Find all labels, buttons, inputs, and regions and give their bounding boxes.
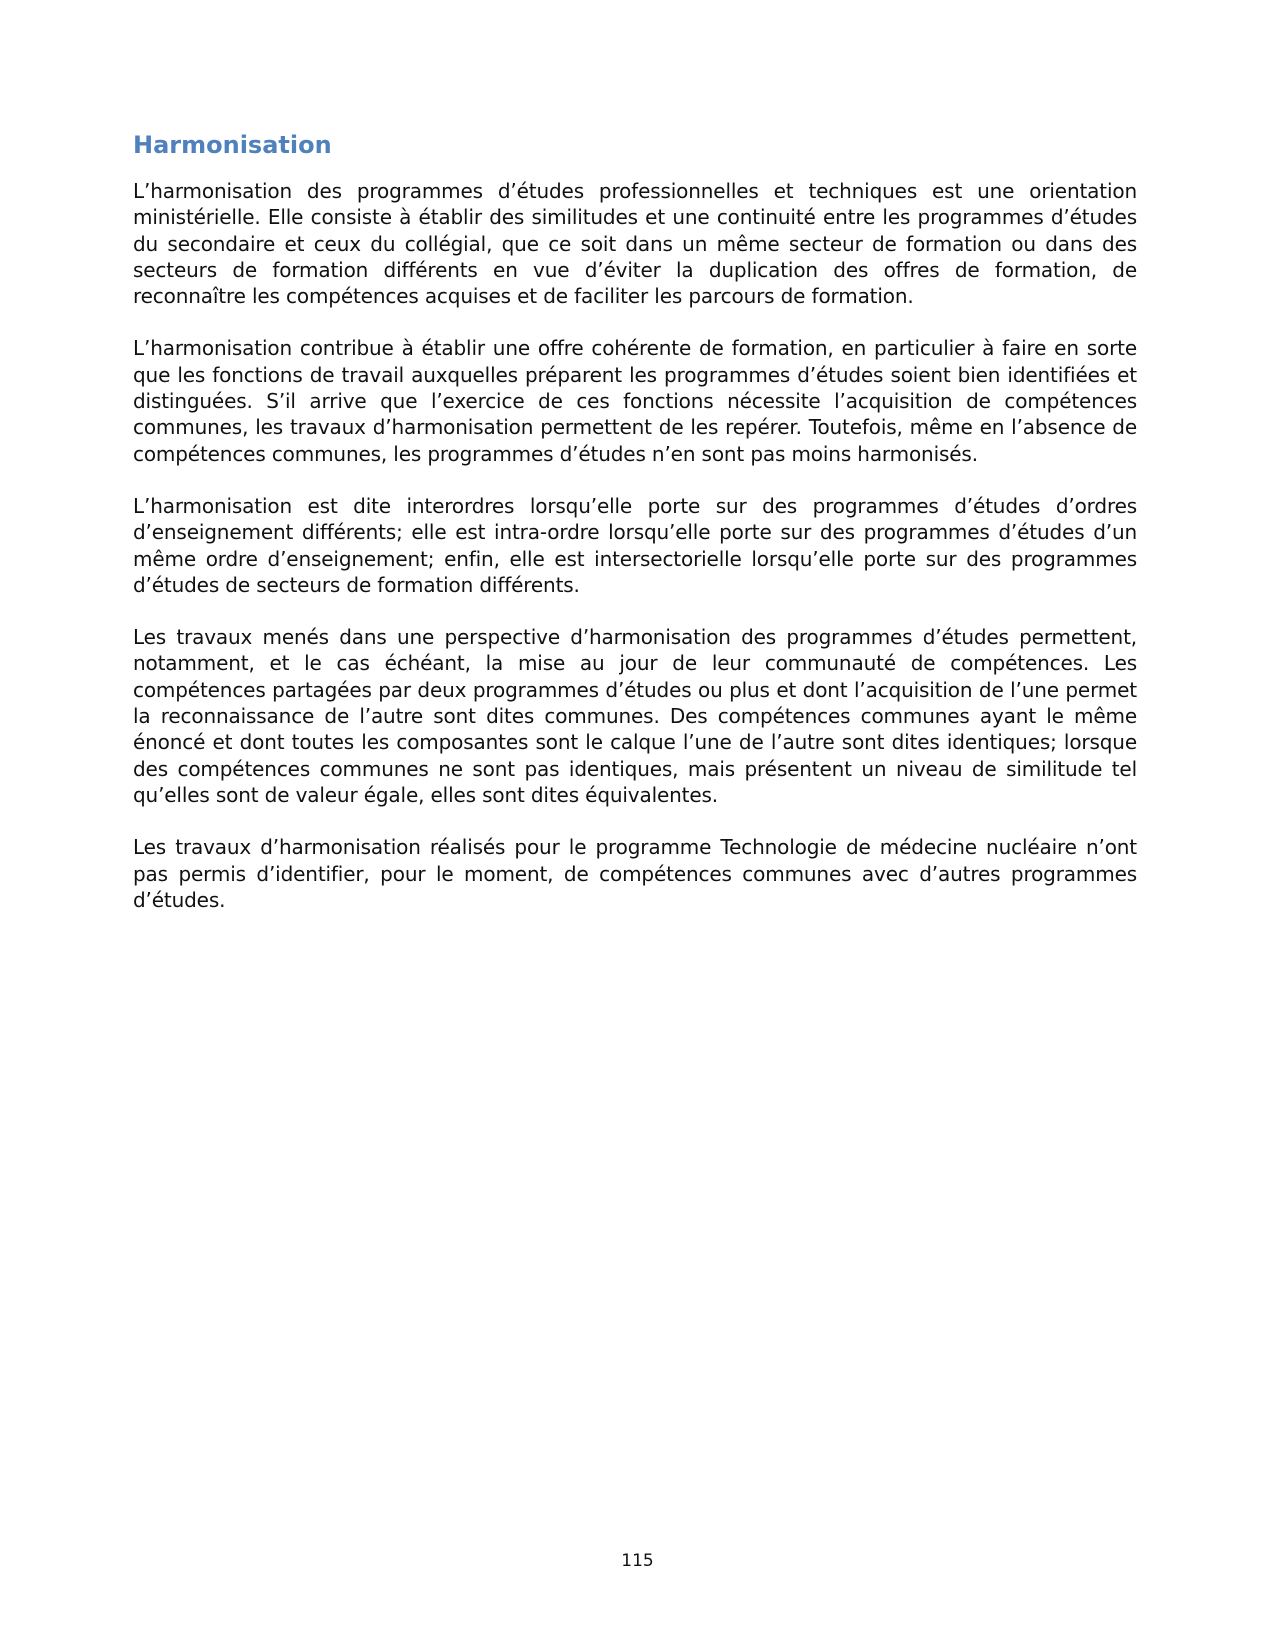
paragraph-2: L’harmonisation contribue à établir une offre cohérente de formation, en particulier à faire en sorte que les fonctions de travail auxquelles préparent les programmes d’études soient bien identifiées et distinguées. S’il arrive que l’exercice de ces fonctions nécessite l’acquisition de compétences communes, les travaux d’harmonisation permettent de les repérer. Toutefois, même en l’absence de compétences communes, les programmes d’études n’en sont pas moins harmonisés. [133, 336, 1137, 466]
page-number: 115 [621, 1551, 654, 1571]
section-heading: Harmonisation [133, 131, 332, 159]
paragraph-3: L’harmonisation est dite interordres lorsqu’elle porte sur des programmes d’études d’ordres d’enseignement différents; elle est intra-ordre lorsqu’elle porte sur des programmes d’études d’un même ordre d’enseignement; enfin, elle est intersectorielle lorsqu’elle porte sur des programmes d’études de secteurs de formation différents. [133, 493, 1137, 597]
paragraph-4: Les travaux menés dans une perspective d’harmonisation des programmes d’études permettent, notamment, et le cas échéant, la mise au jour de leur communauté de compétences. Les compétences partagées par deux programmes d’études ou plus et dont l’acquisition de l’une permet la reconnaissance de l’autre sont dites communes. Des compétences communes ayant le même énoncé et dont toutes les composantes sont le calque l’une de l’autre sont dites identiques; lorsque des compétences communes ne sont pas identiques, mais présentent un niveau de similitude tel qu’elles sont de valeur égale, elles sont dites équivalentes. [133, 625, 1137, 807]
paragraph-1: L’harmonisation des programmes d’études professionnelles et techniques est une orientation ministérielle. Elle consiste à établir des similitudes et une continuité entre les programmes d’études du secondaire et ceux du collégial, que ce soit dans un même secteur de formation ou dans des secteurs de formation différents en vue d’éviter la duplication des offres de formation, de reconnaître les compétences acquises et de faciliter les parcours de formation. [133, 179, 1137, 309]
paragraph-5: Les travaux d’harmonisation réalisés pour le programme Technologie de médecine nucléaire n’ont pas permis d’identifier, pour le moment, de compétences communes avec d’autres programmes d’études. [133, 835, 1137, 912]
page-content [133, 129, 1137, 939]
